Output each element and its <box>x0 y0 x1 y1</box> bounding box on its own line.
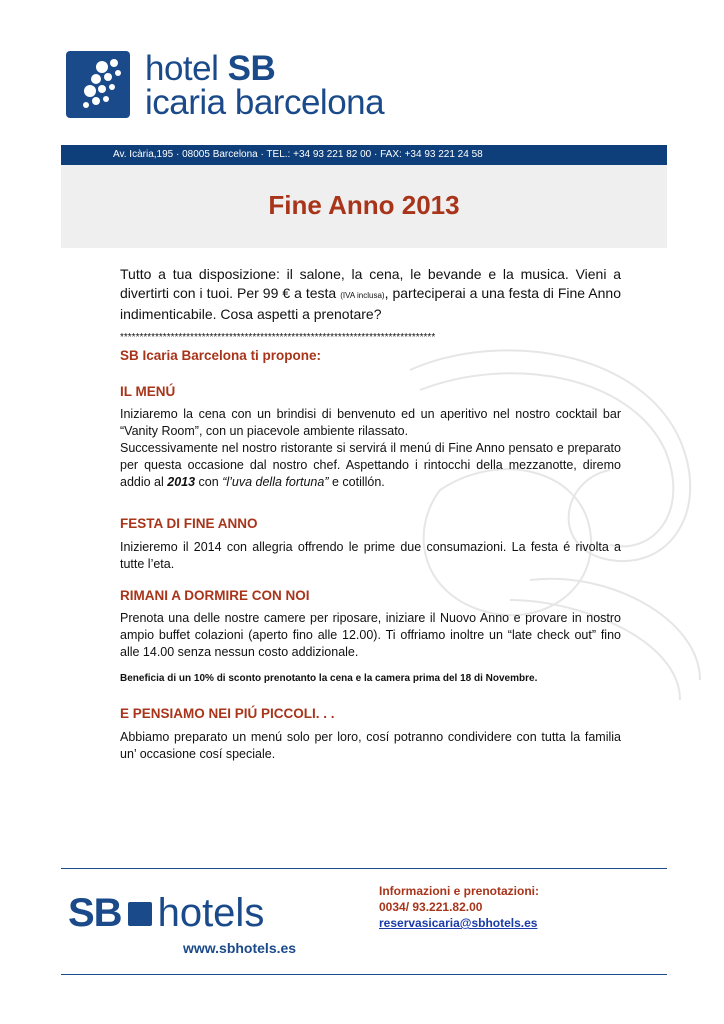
footer-top-rule <box>61 868 667 869</box>
star-divider: ********************************************************************************* <box>120 332 436 343</box>
address-bar <box>61 145 667 165</box>
logo-prefix: hotel <box>145 49 228 88</box>
discount-note: Beneficia di un 10% di sconto prenotanto la cena e la camera prima del 18 di Novembre. <box>120 673 538 684</box>
email-link[interactable]: reservasicaria@sbhotels.es <box>379 916 538 930</box>
logo-bold: SB <box>227 49 276 88</box>
menu-paragraph-2 <box>120 440 621 491</box>
party-paragraph: Inizieremo il 2014 con allegria offrendo le prime due consumazioni. La festa é rivolta a tutte l’eta. <box>120 540 621 571</box>
footer-bottom-rule <box>61 974 667 975</box>
main-content <box>120 265 621 763</box>
menu-p2a: Successivamente nel nostro ristorante si servirá il menú di Fine Anno pensato e preparato per questa occasione dal nostro chef. Aspettando i rintocchi della mezzanotte, diremo addio al <box>120 441 621 489</box>
sbhotels-logo <box>68 893 264 933</box>
logo-line2: icaria barcelona <box>145 83 385 122</box>
brand-square-icon <box>128 902 152 926</box>
hotel-logo-text <box>145 51 384 120</box>
address-text: Av. Icària,195 · 08005 Barcelona · TEL.: +34 93 221 82 00 · FAX: +34 93 221 24 58 <box>113 149 483 160</box>
menu-quote: “l’uva della fortuna” <box>222 475 329 489</box>
page-title: Fine Anno 2013 <box>268 190 460 220</box>
phone-number: 0034/ 93.221.82.00 <box>379 900 483 914</box>
hotel-logo-icon <box>66 51 130 118</box>
brand-sb: SB <box>68 891 122 935</box>
menu-year: 2013 <box>167 475 196 489</box>
intro-iva: (IVA inclusa) <box>340 291 385 300</box>
menu-p2c: e cotillón. <box>328 475 385 489</box>
menu-p2b: con <box>195 475 223 489</box>
menu-paragraph-1: Iniziaremo la cena con un brindisi di benvenuto ed un aperitivo nel nostro cocktail bar “Vanity Room”, con un piacevole ambiente rilassato. <box>120 407 621 438</box>
party-heading: FESTA DI FINE ANNO <box>120 516 258 531</box>
kids-paragraph: Abbiamo preparato un menú solo per loro, cosí potranno condividere con tutta la familia un’ occasione cosí speciale. <box>120 730 621 761</box>
kids-heading: E PENSIAMO NEI PIÚ PICCOLI. . . <box>120 706 335 721</box>
brand-hotels: hotels <box>157 891 265 935</box>
intro-part2: , parteciperai a una festa di Fine Anno indimenticabile. Cosa aspetti a prenotare? <box>120 285 621 322</box>
stay-paragraph: Prenota una delle nostre camere per riposare, iniziare il Nuovo Anno e provare in nostro ampio buffet colazioni (aperto fino alle 12.00). Ti offriamo inoltre un “late check out” fino alle 14.00 senza nessun costo addizionale. <box>120 611 621 659</box>
stay-heading: RIMANI A DORMIRE CON NOI <box>120 588 310 603</box>
contact-info <box>379 883 539 931</box>
intro-part1: Tutto a tua disposizione: il salone, la cena, le bevande e la musica. Vieni a divertirti con i tuoi. Per 99 € a testa <box>120 266 621 301</box>
info-title: Informazioni e prenotazioni: <box>379 884 540 898</box>
website-link[interactable]: www.sbhotels.es <box>183 940 297 956</box>
intro-paragraph <box>120 265 621 324</box>
menu-heading: IL MENÚ <box>120 384 176 399</box>
proposes-heading: SB Icaria Barcelona ti propone: <box>120 348 322 363</box>
